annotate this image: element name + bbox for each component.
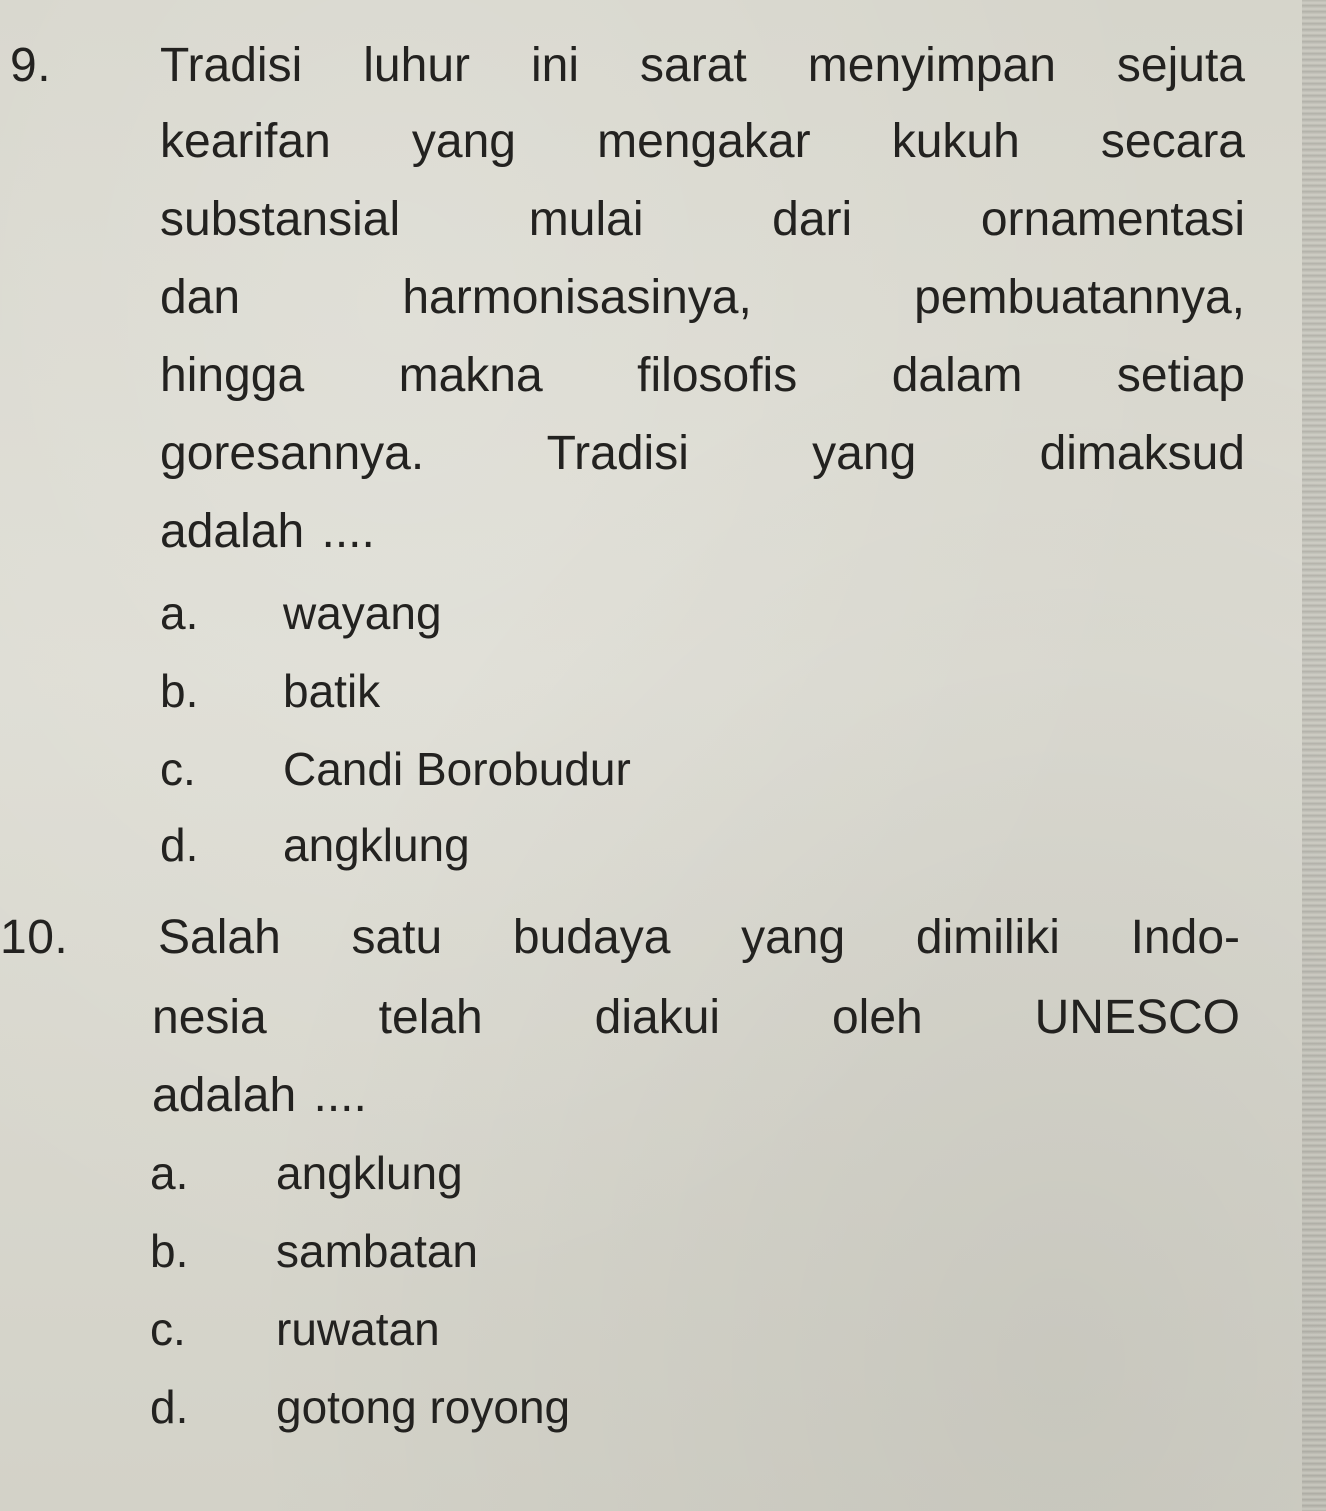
question-text-line: nesia telah diakui oleh UNESCO [152,991,1240,1044]
question-text-line: dan harmonisasinya, pembuatannya, [160,271,1245,324]
question-number: 10. [0,911,69,964]
question-text-line: goresannya. Tradisi yang dimaksud [160,427,1245,480]
option-letter: d. [150,1381,189,1433]
option-text: ruwatan [276,1303,440,1355]
option-letter: c. [160,743,196,795]
question-number: 9. [10,39,52,92]
question-text-line: adalah .... [152,1069,367,1122]
question-text-line: hingga makna filosofis dalam setiap [160,349,1245,402]
option-letter: c. [150,1303,186,1355]
option-text: batik [283,665,381,717]
option-text: wayang [283,587,442,639]
question-text-line: kearifan yang mengakar kukuh secara [160,115,1245,168]
question-text-line: substansial mulai dari ornamentasi [160,193,1245,246]
option-text: sambatan [276,1225,479,1277]
option-letter: a. [150,1147,189,1199]
question-text-line: adalah .... [160,505,375,558]
option-text: angklung [276,1147,463,1199]
option-letter: a. [160,587,199,639]
option-letter: b. [160,665,199,717]
page-binding-edge [1302,0,1326,1511]
option-text: angklung [283,819,470,871]
option-letter: d. [160,819,199,871]
option-letter: b. [150,1225,189,1277]
option-text: gotong royong [276,1381,571,1433]
question-text-line: Salah satu budaya yang dimiliki Indo- [158,911,1240,964]
option-text: Candi Borobudur [283,743,631,795]
question-text-line: Tradisi luhur ini sarat menyimpan sejuta [160,39,1245,92]
